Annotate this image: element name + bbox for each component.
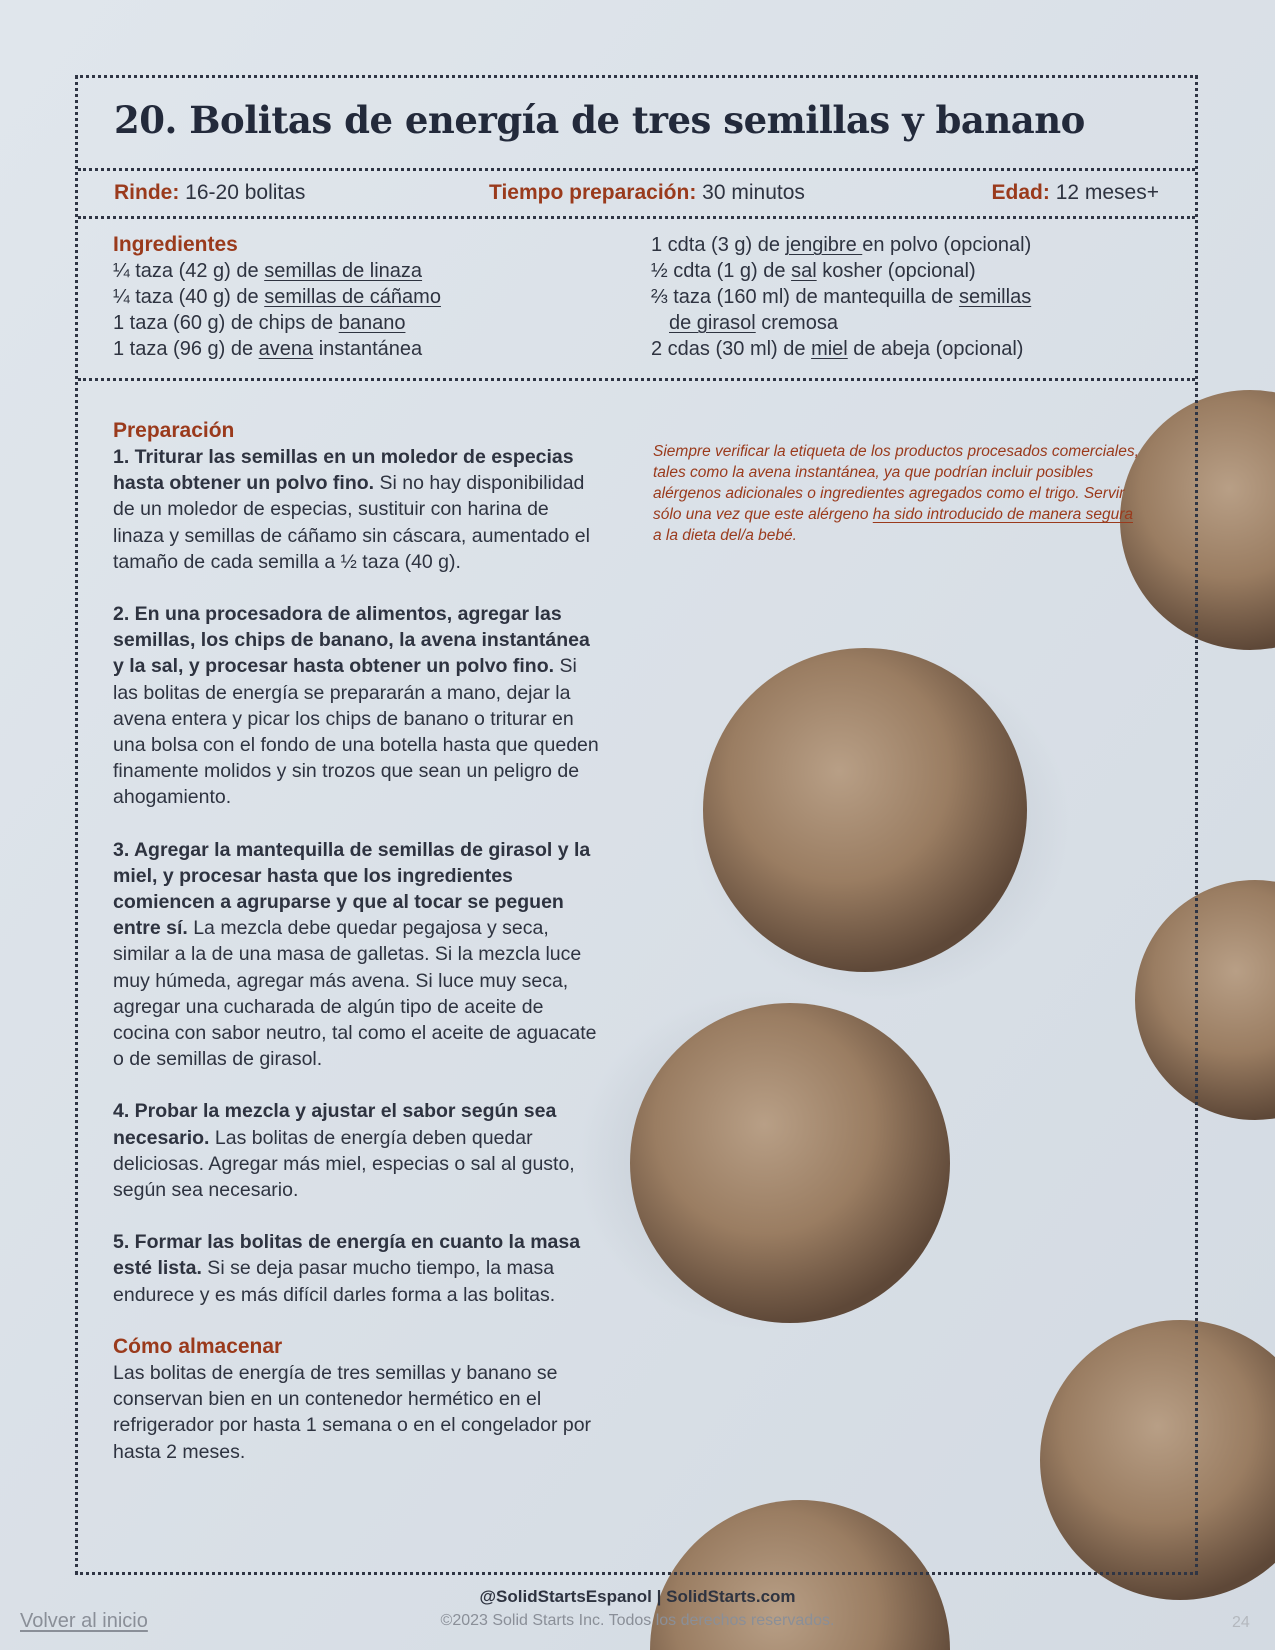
preparation-step: 3. Agregar la mantequilla de semillas de girasol y la miel, y procesar hasta que los ingredientes comiencen a agruparse y que al tocar se peguen entre sí. La mezcla debe quedar pegajosa y seca, similar a la de una masa de galletas. Si la mezcla luce muy húmeda, agregar más avena. Si luce muy seca, agregar una cucharada de algún tipo de aceite de cocina con sabor neutro, tal como el aceite de aguacate o de semillas de girasol.	[113, 838, 597, 1071]
age-info	[992, 181, 1160, 205]
allergen-note-link[interactable]: ha sido introducido de manera segura	[872, 506, 1133, 523]
prep-time-label: Tiempo preparación:	[489, 181, 697, 204]
ingredients-left	[113, 232, 441, 362]
ingredient-link[interactable]: jengibre	[785, 234, 863, 256]
ingredients-heading: Ingredientes	[113, 233, 238, 256]
preparation-step: 2. En una procesadora de alimentos, agregar las semillas, los chips de banano, la avena instantánea y la sal, y procesar hasta obtener un polvo fino. Si las bolitas de energía se prepararán a mano, dejar la avena entera y picar los chips de banano o triturar en una bolsa con el fondo de una botella hasta que queden finamente molidos y sin trozos que sean un peligro de ahogamiento.	[113, 603, 599, 809]
age-value: 12 meses+	[1055, 181, 1159, 204]
yield-info	[114, 181, 305, 205]
ingredient-link[interactable]: semillas	[958, 286, 1032, 308]
ingredient-link[interactable]: de girasol	[669, 312, 756, 334]
ingredient-item: 1 taza (96 g) de avena instantánea	[113, 338, 423, 360]
ingredients-right	[651, 232, 1031, 362]
ingredient-item: ¼ taza (40 g) de semillas de cáñamo	[113, 286, 441, 308]
preparation-section	[113, 418, 603, 1465]
ingredients-section	[78, 219, 1195, 381]
title-row	[78, 78, 1195, 171]
age-label: Edad:	[991, 181, 1050, 204]
recipe-title: 20. Bolitas de energía de tres semillas y banano	[114, 98, 1085, 142]
preparation-heading: Preparación	[113, 419, 235, 442]
ingredient-link[interactable]: sal	[791, 260, 817, 282]
ingredient-link[interactable]: semillas de linaza	[264, 260, 423, 282]
ingredient-link[interactable]: avena	[258, 338, 314, 360]
ingredient-link[interactable]: semillas de cáñamo	[264, 286, 441, 308]
ingredient-item: ½ cdta (1 g) de sal kosher (opcional)	[651, 260, 976, 282]
preparation-step: 5. Formar las bolitas de energía en cuanto la masa esté lista. Si se deja pasar mucho tiempo, la masa endurece y es más difícil darles forma a las bolitas.	[113, 1231, 581, 1306]
footer-copyright: ©2023 Solid Starts Inc. Todos los derechos reservados.	[440, 1612, 835, 1629]
ingredient-item: 2 cdas (30 ml) de miel de abeja (opcional)	[651, 338, 1024, 360]
preparation-step: 1. Triturar las semillas en un moledor de especias hasta obtener un polvo fino. Si no hay disponibilidad de un moledor de especias, sustituir con harina de linaza y semillas de cáñamo sin cáscara, aumentado el tamaño de cada semilla a ½ taza (40 g).	[113, 446, 590, 573]
preparation-step: 4. Probar la mezcla y ajustar el sabor según sea necesario. Las bolitas de energía deben quedar deliciosas. Agregar más miel, especias o sal al gusto, según sea necesario.	[113, 1100, 575, 1202]
prep-time-value: 30 minutos	[702, 181, 805, 204]
prep-time-info	[489, 181, 805, 205]
ingredient-item: 1 cdta (3 g) de jengibre en polvo (opcional)	[651, 234, 1032, 256]
ingredient-item: ⅔ taza (160 ml) de mantequilla de semillas	[651, 286, 1032, 308]
back-to-start-link[interactable]: Volver al inicio	[20, 1610, 148, 1632]
yield-value: 16-20 bolitas	[185, 181, 306, 204]
ingredient-item-continued: de girasol cremosa	[669, 312, 838, 334]
ingredient-item: ¼ taza (42 g) de semillas de linaza	[113, 260, 423, 282]
allergen-note: Siempre verificar la etiqueta de los productos procesados comerciales, tales como la avena instantánea, ya que podrían incluir posibles alérgenos adicionales o ingredientes agregados como el trigo. Servir sólo una vez que este alérgeno ha sido introducido de manera segura a la dieta del/a bebé.	[653, 443, 1139, 544]
storage-heading: Cómo almacenar	[113, 1334, 283, 1358]
ingredient-link[interactable]: banano	[338, 312, 406, 334]
footer-social: @SolidStartsEspanol | SolidStarts.com	[479, 1587, 796, 1606]
ingredient-link[interactable]: miel	[811, 338, 848, 360]
yield-label: Rinde:	[114, 181, 180, 204]
recipe-card	[75, 75, 1198, 1575]
ingredient-item: 1 taza (60 g) de chips de banano	[113, 312, 406, 334]
page-number: 24	[1232, 1614, 1250, 1631]
recipe-meta	[78, 168, 1195, 219]
storage-text: Las bolitas de energía de tres semillas y banano se conservan bien en un contenedor hermético en el refrigerador por hasta 1 semana o en el congelador por hasta 2 meses.	[113, 1361, 592, 1463]
